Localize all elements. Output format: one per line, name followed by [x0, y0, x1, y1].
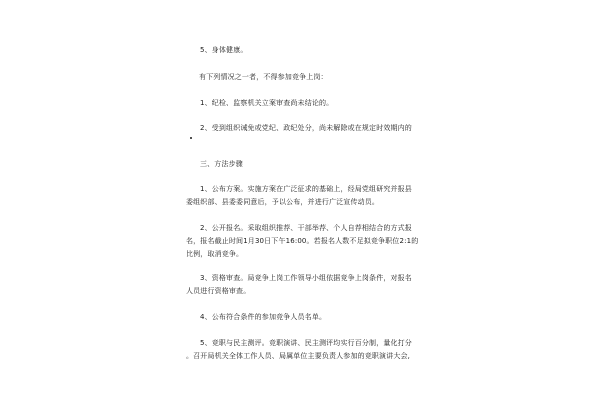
step-3-qualification-review: 3、资格审查。局竞争上岗工作领导小组依据竞争上岗条件，对报名 人员进行资格审查。 [186, 274, 412, 295]
step-4-publish-list: 4、公布符合条件的参加竞争人员名单。 [200, 313, 327, 321]
section-3-heading: 三、方法步骤 [200, 160, 243, 168]
exclusion-2-line-2 [186, 131, 193, 141]
exclusion-1: 1、纪检、监察机关立案审查尚未结论的。 [200, 99, 334, 107]
exclusion-heading: 有下列情况之一者，不得参加竞争上岗： [199, 73, 328, 81]
exclusion-2: 2、受到组织诫免或党纪、政纪处分，尚未解除或在规定时效期内的 [200, 124, 412, 132]
step-2-registration: 2、公开报名。采取组织推荐、干部举荐、个人自荐相结合的方式报 名，报名截止时间1月30日下午16:00。若报名人数不足拟竞争职位2:1的 比例，取消竞争。 [186, 224, 419, 258]
step-1-publish-plan: 1、公布方案。实施方案在广泛征求的基础上，经局党组研究并报县 委组织部、县委委同意后，予以公布，并进行广泛宣传动员。 [186, 185, 412, 206]
step-5-evaluation: 5、竞职与民主测评。竞职演讲、民主测评均实行百分制，量化打分 。召开局机关全体工作人员、局属单位主要负责人参加的竞职演讲大会, [186, 339, 412, 360]
condition-5-health: 5、身体健康。 [200, 46, 248, 54]
